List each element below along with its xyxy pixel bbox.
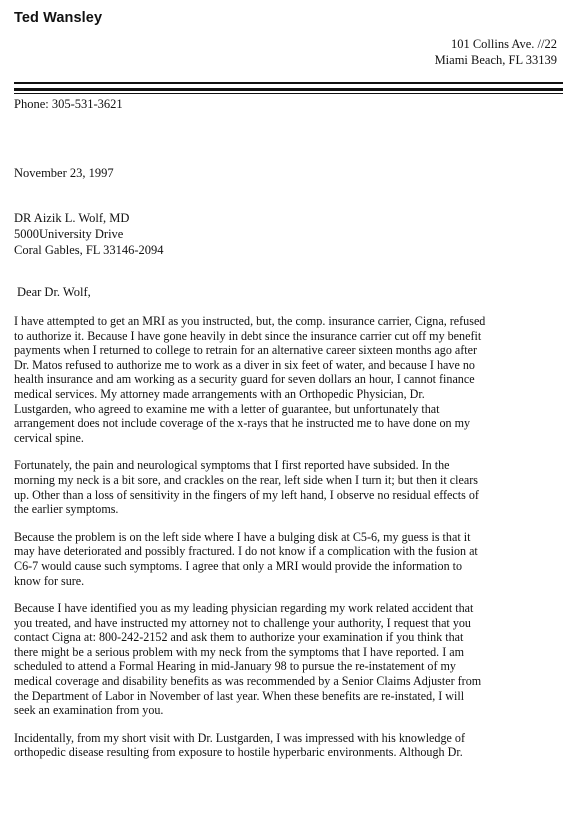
body-line: there might be a serious problem with my neck from the symptoms that I have reported. I am bbox=[14, 644, 465, 659]
body-line: scheduled to attend a Formal Hearing in mid-January 98 to pursue the re-instatement of my bbox=[14, 659, 456, 674]
body-line: medical services. My attorney made arrangements with an Orthopedic Physician, Dr. bbox=[14, 386, 425, 401]
sender-phone: Phone: 305-531-3621 bbox=[14, 97, 123, 111]
body-line: arrangement does not include coverage of the x-rays that he instructed me to have done on my bbox=[14, 416, 471, 431]
body-line: health insurance and am working as a security guard for seven dollars an hour, I cannot finance bbox=[14, 372, 475, 387]
body-line: medical coverage and disability benefits as was recommended by a Senior Claims Adjuster from bbox=[14, 674, 482, 689]
salutation: Dear Dr. Wolf, bbox=[17, 285, 91, 299]
body-line: seek an examination from you. bbox=[14, 703, 164, 718]
body-line: cervical spine. bbox=[14, 430, 84, 445]
recipient-address bbox=[14, 210, 164, 258]
body-line: the Department of Labor in November of last year. When these benefits are re-instated, I will bbox=[14, 688, 465, 703]
body-paragraph bbox=[14, 458, 565, 516]
body-line: I have attempted to get an MRI as you instructed, but, the comp. insurance carrier, Cigna, refused bbox=[14, 314, 486, 328]
body-line: know for sure. bbox=[14, 573, 85, 588]
sender-address-line1: 101 Collins Ave. //22 bbox=[450, 37, 557, 51]
sender-address bbox=[435, 36, 557, 68]
recipient-street: 5000University Drive bbox=[14, 227, 124, 241]
body-paragraph bbox=[14, 314, 565, 445]
body-line: orthopedic disease resulting from exposure to hostile hyperbaric environments. Although Dr. bbox=[14, 745, 463, 760]
body-line: to authorize it. Because I have gone heavily in debt since the insurance carrier cut off my benefit bbox=[14, 328, 482, 343]
recipient-city: Coral Gables, FL 33146-2094 bbox=[14, 243, 164, 257]
body-line: morning my neck is a bit sore, and crackles on the rear, left side when I turn it; but then it clears bbox=[14, 472, 478, 487]
body-line: payments when I returned to college to retrain for an alternative career sixteen months ago after bbox=[14, 343, 478, 358]
body-paragraph bbox=[14, 530, 565, 588]
body-line: contact Cigna at: 800-242-2152 and ask them to authorize your examination if you think that bbox=[14, 630, 464, 645]
letter-body bbox=[14, 314, 565, 773]
recipient-name: DR Aizik L. Wolf, MD bbox=[14, 211, 130, 225]
header-rule-top bbox=[14, 82, 563, 84]
header-rule-middle bbox=[14, 88, 563, 91]
body-line: Lustgarden, who agreed to examine me with a letter of guarantee, but unfortunately that bbox=[14, 401, 440, 416]
body-line: Fortunately, the pain and neurological symptoms that I first reported have subsided. In the bbox=[14, 458, 450, 473]
header-rule-bottom bbox=[14, 93, 563, 94]
body-line: may have deteriorated and possibly fractured. I do not know if a complication with the fusion at bbox=[14, 544, 478, 559]
body-line: up. Other than a loss of sensitivity in the fingers of my left hand, I observe no residual effects of bbox=[14, 487, 479, 502]
body-line: Incidentally, from my short visit with Dr. Lustgarden, I was impressed with his knowledge of bbox=[14, 730, 465, 745]
sender-name: Ted Wansley bbox=[14, 10, 103, 26]
body-line: Because I have identified you as my leading physician regarding my work related accident that bbox=[14, 601, 474, 616]
body-line: Because the problem is on the left side where I have a bulging disk at C5-6, my guess is that it bbox=[14, 529, 471, 544]
body-line: C6-7 would cause such symptoms. I agree that only a MRI would provide the information to bbox=[14, 558, 463, 573]
sender-address-line2: Miami Beach, FL 33139 bbox=[434, 53, 557, 67]
body-line: you treated, and have instructed my attorney not to challenge your authority, I request that you bbox=[14, 615, 471, 630]
body-paragraph bbox=[14, 731, 565, 760]
body-line: Dr. Matos refused to authorize me to work as a diver in six feet of water, and because I have no bbox=[14, 357, 475, 372]
body-paragraph bbox=[14, 601, 565, 718]
body-line: the earlier symptoms. bbox=[14, 502, 119, 517]
letter-date: November 23, 1997 bbox=[14, 166, 114, 180]
